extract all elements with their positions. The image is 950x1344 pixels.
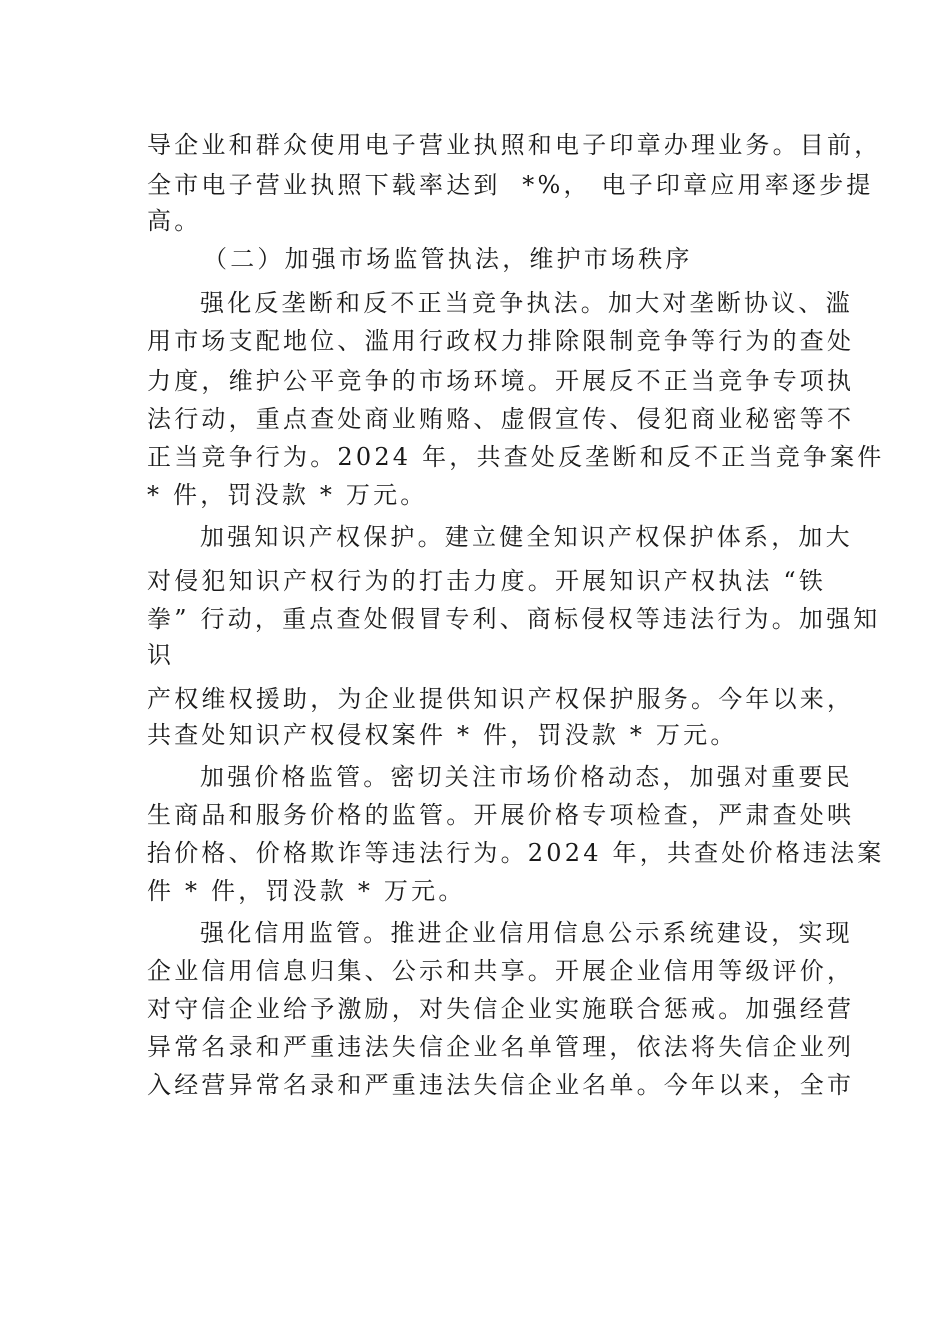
text-line: 高。 bbox=[147, 207, 202, 235]
text-line: 对侵犯知识产权行为的打击力度。开展知识产权执法 “铁 bbox=[147, 567, 827, 595]
text-line: 生商品和服务价格的监管。开展价格专项检查，严肃查处哄 bbox=[147, 801, 855, 829]
text-line: 产权维权援助，为企业提供知识产权保护服务。今年以来， bbox=[147, 685, 855, 713]
text-line: 力度，维护公平竞争的市场环境。开展反不正当竞争专项执 bbox=[147, 367, 855, 395]
text-line: 企业信用信息归集、公示和共享。开展企业信用等级评价， bbox=[147, 957, 855, 985]
text-line: 导企业和群众使用电子营业执照和电子印章办理业务。目前， bbox=[147, 131, 882, 159]
text-line: 抬价格、价格欺诈等违法行为。2024 年，共查处价格违法案 bbox=[147, 839, 885, 867]
text-line: 拳” 行动，重点查处假冒专利、商标侵权等违法行为。加强知 bbox=[147, 605, 881, 633]
text-line: 识 bbox=[147, 641, 175, 669]
text-line: 件 * 件，罚没款 * 万元。 bbox=[147, 877, 466, 905]
text-line: 法行动，重点查处商业贿赂、虚假宣传、侵犯商业秘密等不 bbox=[147, 405, 855, 433]
text-line: 加强价格监管。密切关注市场价格动态，加强对重要民 bbox=[200, 763, 853, 791]
text-line: 正当竞争行为。2024 年，共查处反垄断和反不正当竞争案件 bbox=[147, 443, 885, 471]
text-line: 加强知识产权保护。建立健全知识产权保护体系，加大 bbox=[200, 523, 853, 551]
text-line: 对守信企业给予激励，对失信企业实施联合惩戒。加强经营 bbox=[147, 995, 855, 1023]
text-line: 强化反垄断和反不正当竞争执法。加大对垄断协议、滥 bbox=[200, 289, 853, 317]
text-line: 异常名录和严重违法失信企业名单管理，依法将失信企业列 bbox=[147, 1033, 855, 1061]
text-line: 共查处知识产权侵权案件 * 件，罚没款 * 万元。 bbox=[147, 721, 738, 749]
text-line: 全市电子营业执照下载率达到 *%， 电子印章应用率逐步提 bbox=[147, 171, 874, 199]
text-line: 强化信用监管。推进企业信用信息公示系统建设，实现 bbox=[200, 919, 853, 947]
section-heading: （二）加强市场监管执法，维护市场秩序 bbox=[203, 245, 693, 273]
text-line: * 件，罚没款 * 万元。 bbox=[147, 481, 428, 509]
text-line: 入经营异常名录和严重违法失信企业名单。今年以来，全市 bbox=[147, 1071, 855, 1099]
text-line: 用市场支配地位、滥用行政权力排除限制竞争等行为的查处 bbox=[147, 327, 855, 355]
